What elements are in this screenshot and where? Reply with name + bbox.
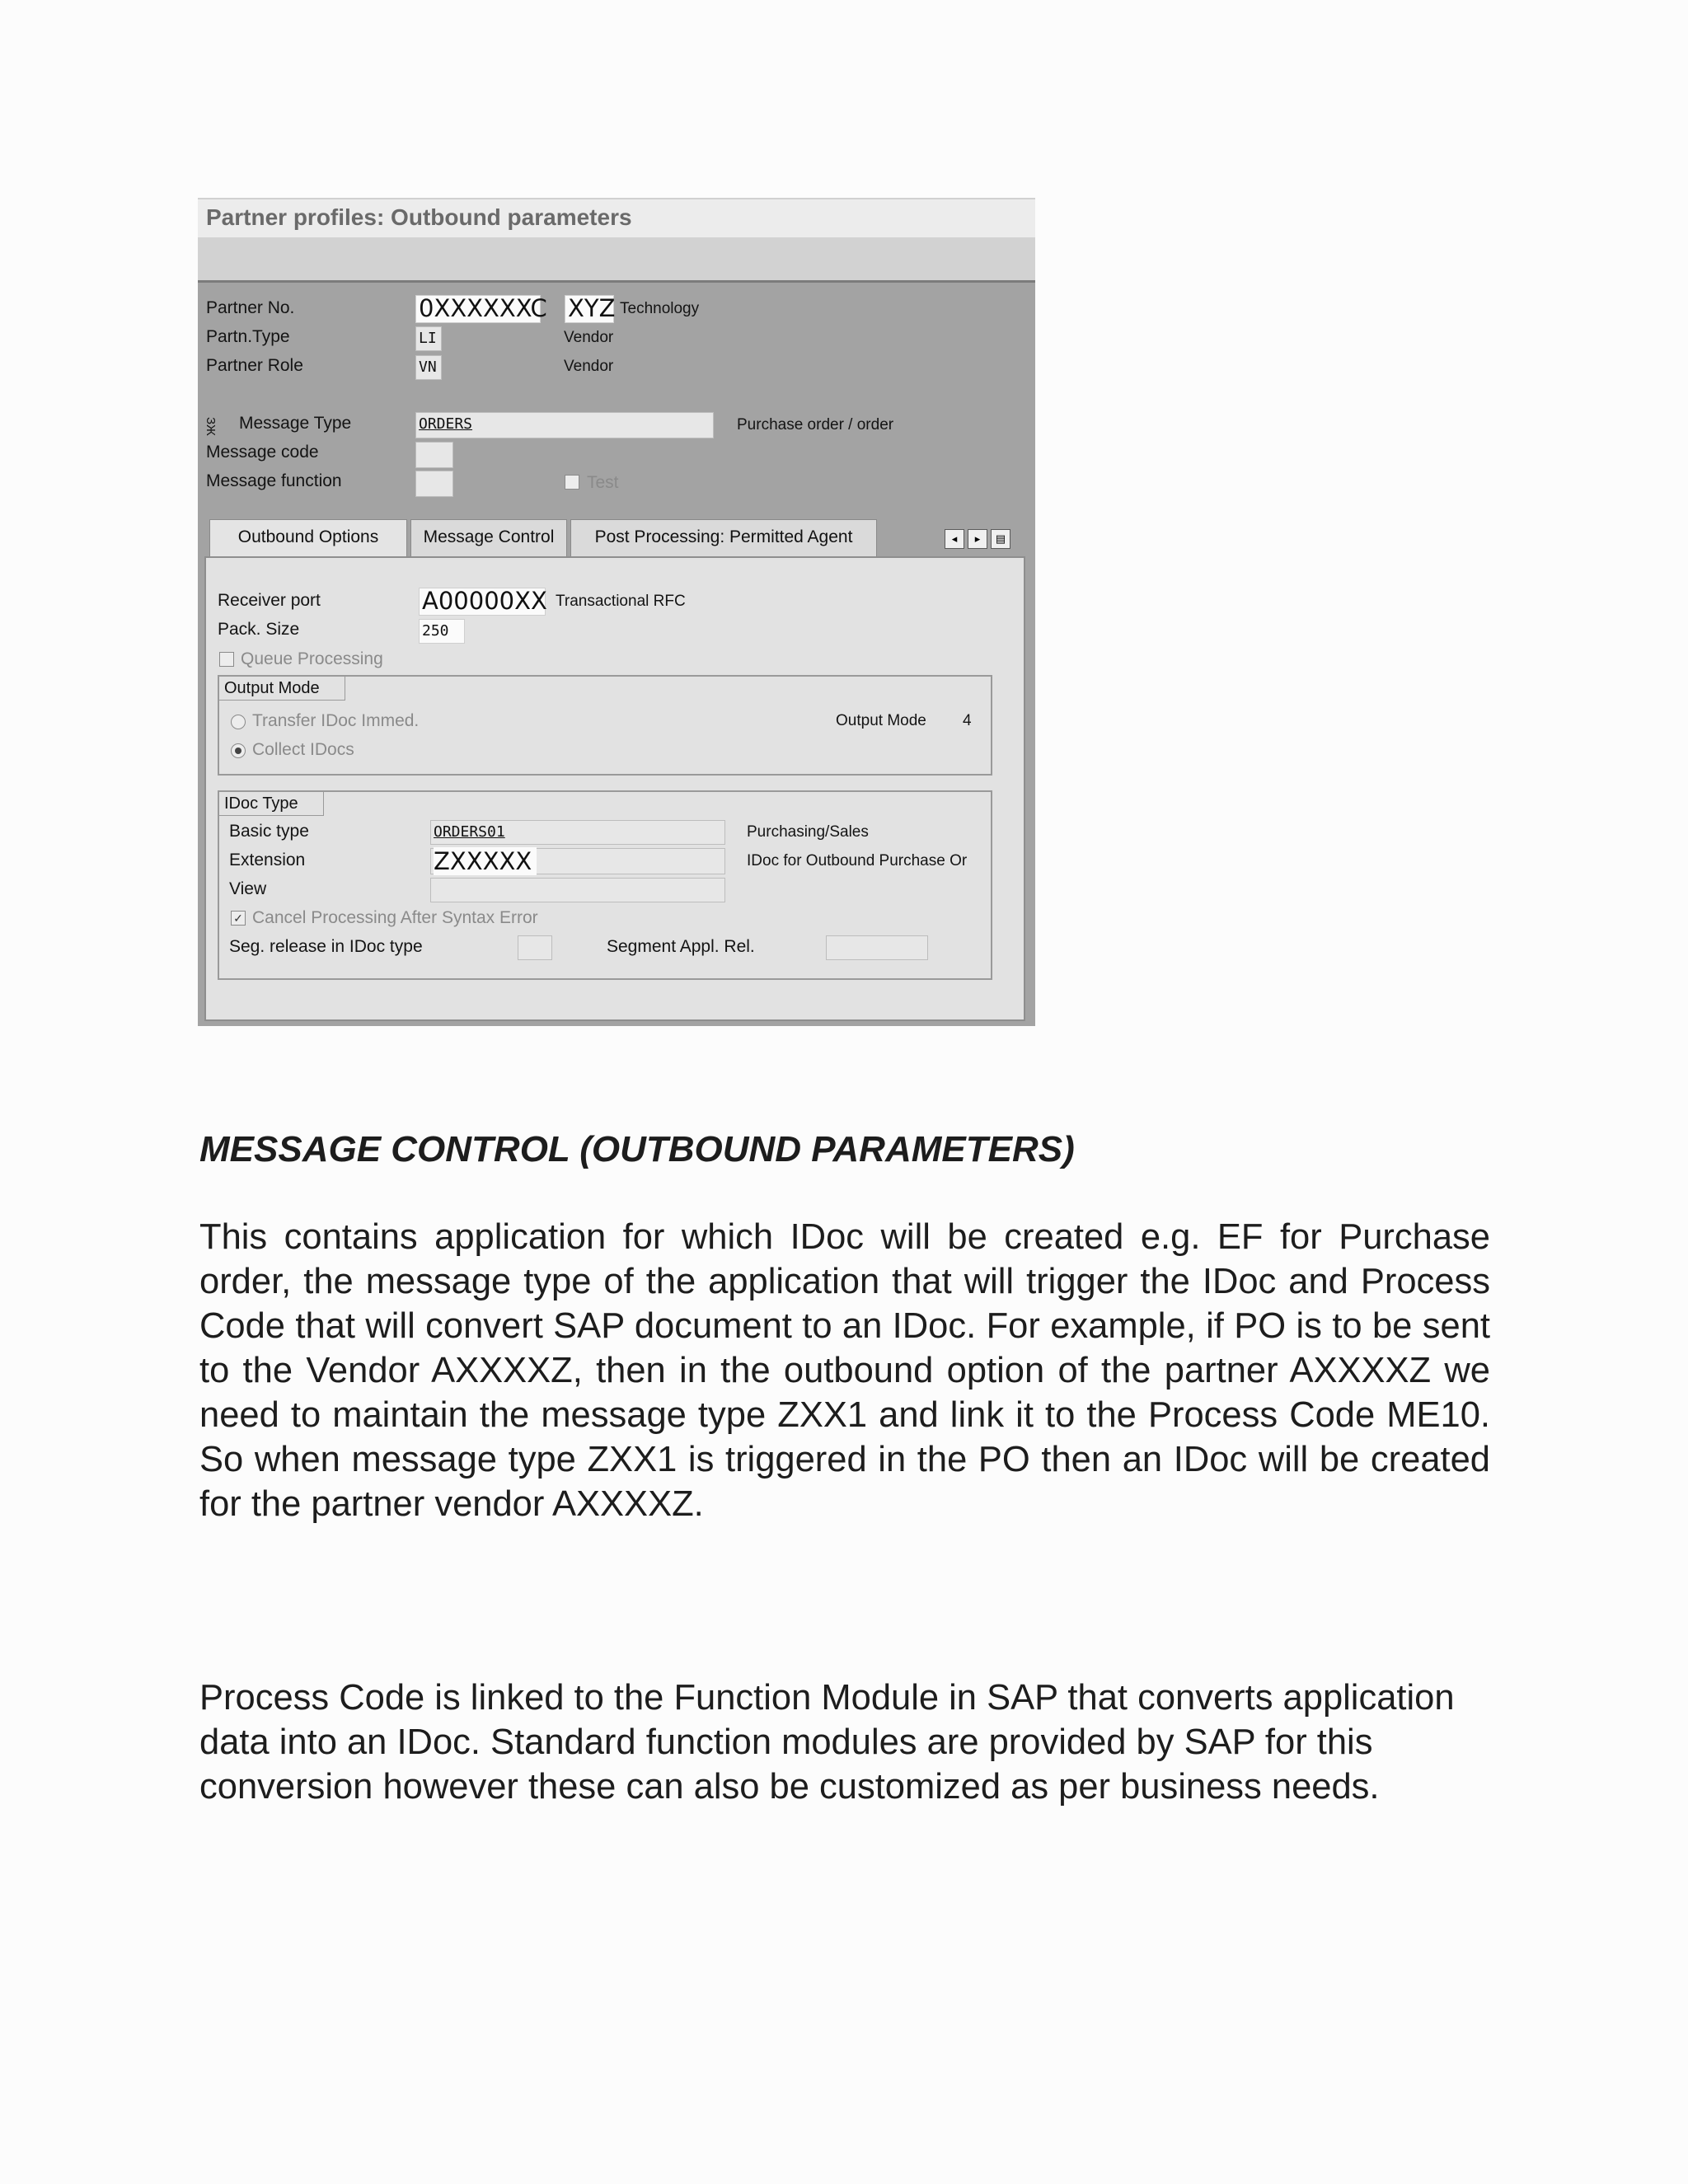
- view-field[interactable]: [430, 878, 725, 902]
- basic-type-field[interactable]: [430, 820, 725, 845]
- paragraph-process-code: Process Code is linked to the Function Module in SAP that converts application data into an IDoc. Standard function modules are provided by SAP for this conversion however these can also be customized as per business needs.: [199, 1678, 1455, 1807]
- pack-size-value: 250: [422, 622, 449, 640]
- idoc-type-group: [218, 790, 992, 980]
- cancel-processing-label: Cancel Processing After Syntax Error: [252, 908, 538, 927]
- segment-appl-label: Segment Appl. Rel.: [607, 937, 755, 956]
- pack-size-field[interactable]: [419, 619, 465, 644]
- tab-scroll-right-icon[interactable]: ▸: [968, 529, 987, 549]
- message-code-field[interactable]: [415, 442, 453, 468]
- segment-appl-field[interactable]: [826, 935, 928, 960]
- message-function-label: Message function: [206, 471, 342, 490]
- tab-outbound-options[interactable]: Outbound Options: [209, 519, 407, 560]
- output-mode-value: 4: [963, 712, 972, 729]
- message-type-field[interactable]: [415, 412, 714, 438]
- receiver-port-label: Receiver port: [218, 591, 321, 610]
- seg-release-label: Seg. release in IDoc type: [229, 937, 423, 956]
- partner-name-desc: Technology: [620, 300, 700, 317]
- partner-no-label: Partner No.: [206, 298, 295, 317]
- message-type-label: Message Type: [239, 414, 352, 433]
- message-type-value: ORDERS: [419, 415, 473, 433]
- message-function-field[interactable]: [415, 471, 453, 497]
- partner-no-value: 0XXXXXXC: [419, 294, 547, 322]
- receiver-port-value: A00000XX: [422, 587, 547, 615]
- queue-processing-label: Queue Processing: [241, 649, 383, 668]
- receiver-port-desc: Transactional RFC: [556, 593, 686, 610]
- tab-list-icon[interactable]: ▤: [991, 529, 1010, 549]
- collect-idocs-label: Collect IDocs: [252, 740, 354, 759]
- cancel-processing-checkbox[interactable]: ✓: [231, 911, 246, 926]
- partner-role-value: VN: [419, 359, 437, 376]
- partn-type-field[interactable]: [415, 326, 442, 351]
- idoc-type-group-title: IDoc Type: [219, 792, 324, 816]
- partner-name-value: XYZ: [568, 294, 616, 322]
- output-mode-group-title: Output Mode: [219, 677, 345, 701]
- view-label: View: [229, 879, 267, 898]
- msg-type-icon: ЗЖ: [204, 417, 218, 436]
- transfer-idoc-label: Transfer IDoc Immed.: [252, 711, 420, 730]
- pack-size-label: Pack. Size: [218, 620, 300, 639]
- extension-label: Extension: [229, 851, 306, 869]
- basic-type-value: ORDERS01: [434, 823, 505, 841]
- output-mode-label: Output Mode: [836, 712, 926, 729]
- extension-field[interactable]: [430, 848, 725, 874]
- tab-post-processing[interactable]: Post Processing: Permitted Agent: [570, 519, 877, 556]
- outbound-options-panel: [204, 556, 1025, 1021]
- partn-type-label: Partn.Type: [206, 327, 290, 346]
- sap-screenshot: [198, 198, 1035, 1026]
- section-heading: MESSAGE CONTROL (OUTBOUND PARAMETERS): [199, 1129, 1075, 1169]
- partner-name-field[interactable]: [565, 295, 614, 323]
- partner-no-field[interactable]: [415, 294, 547, 323]
- basic-type-desc: Purchasing/Sales: [747, 823, 869, 841]
- partn-type-value: LI: [419, 330, 437, 347]
- partn-type-desc: Vendor: [564, 329, 614, 346]
- extension-desc: IDoc for Outbound Purchase Or: [747, 852, 968, 869]
- toolbar: [198, 237, 1035, 283]
- collect-idocs-radio[interactable]: [231, 743, 246, 758]
- queue-processing-checkbox[interactable]: [219, 652, 234, 667]
- transfer-idoc-radio[interactable]: [231, 715, 246, 729]
- tab-message-control[interactable]: Message Control: [410, 519, 567, 556]
- partner-role-desc: Vendor: [564, 358, 614, 375]
- partner-role-field[interactable]: [415, 355, 442, 380]
- message-code-label: Message code: [206, 443, 319, 462]
- seg-release-field[interactable]: [518, 935, 552, 960]
- tab-strip: [198, 519, 1035, 559]
- partner-role-label: Partner Role: [206, 356, 303, 375]
- extension-value: ZXXXXX: [434, 847, 537, 875]
- test-checkbox[interactable]: [565, 475, 579, 490]
- output-mode-group: [218, 675, 992, 776]
- screen-title: Partner profiles: Outbound parameters: [206, 204, 632, 230]
- message-type-desc: Purchase order / order: [737, 416, 894, 434]
- basic-type-label: Basic type: [229, 822, 309, 841]
- tab-scroll-left-icon[interactable]: ◂: [945, 529, 964, 549]
- paragraph-message-control: This contains application for which IDoc will be created e.g. EF for Purchase order, the message type of the application that will trigger the IDoc and Process Code that will convert SAP document to an IDoc. For example, if PO is to be sent to the Vendor AXXXXZ, then in the outbound option of the partner AXXXXZ we need to maintain the message type ZXX1 and link it to the Process Code ME10. So when message type ZXX1 is triggered in the PO then an IDoc will be created for the partner vendor AXXXXZ.: [199, 1217, 1490, 1524]
- test-label: Test: [587, 473, 619, 492]
- title-bar: [198, 198, 1035, 239]
- receiver-port-field[interactable]: [419, 588, 546, 616]
